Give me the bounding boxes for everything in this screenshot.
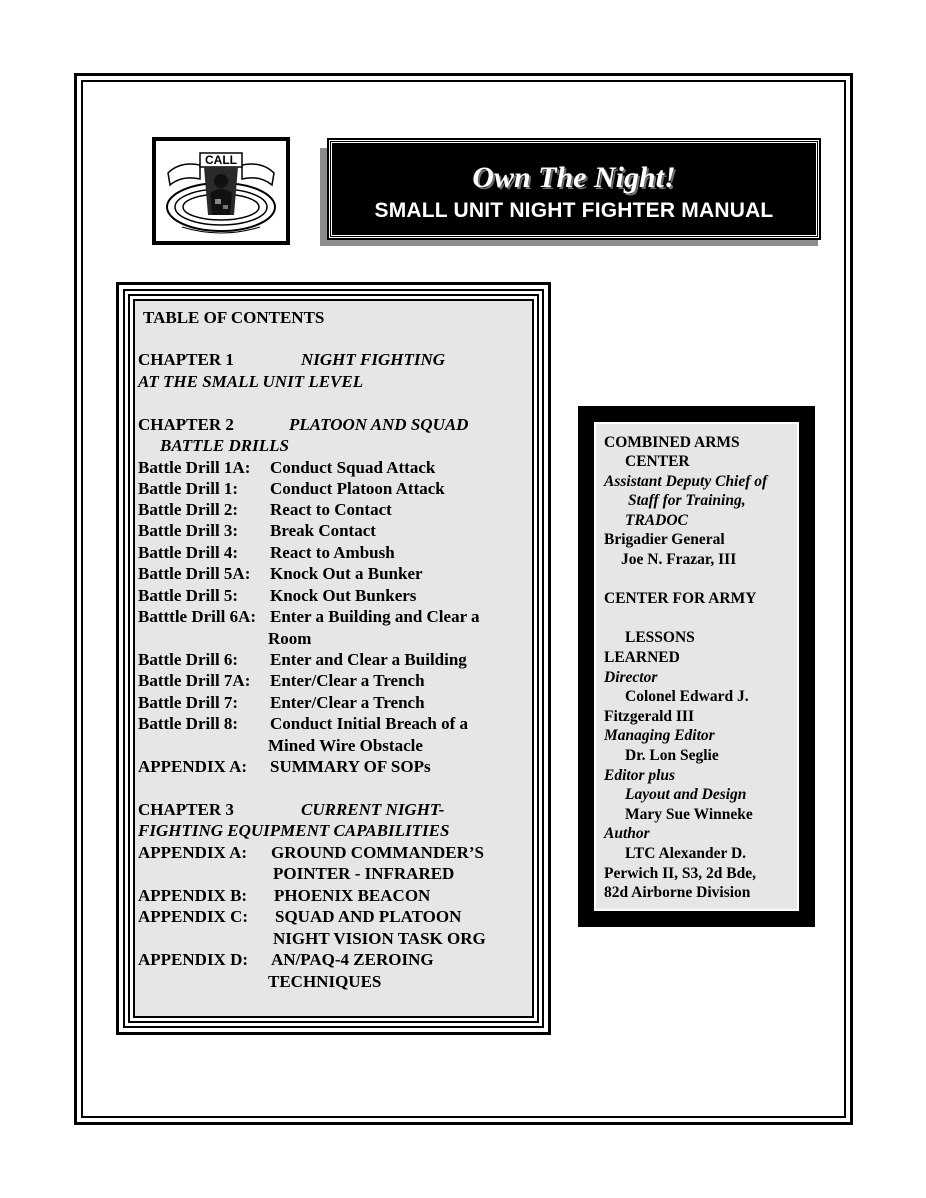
chapter-1-title-cont: AT THE SMALL UNIT LEVEL (138, 372, 364, 391)
appendix-title: AN/PAQ-4 ZEROING (271, 950, 434, 969)
credit-line: Director (604, 669, 658, 686)
title-banner (329, 140, 819, 238)
credit-line: Staff for Training, (628, 492, 746, 509)
credit-line: COMBINED ARMS (604, 434, 740, 451)
manual-title: Own The Night! (472, 161, 676, 194)
drill-label: Battle Drill 4: (138, 543, 239, 562)
chapter-3-label: CHAPTER 3 (138, 800, 234, 819)
drill-title: Conduct Squad Attack (270, 458, 436, 477)
drill-label: Battle Drill 8: (138, 714, 239, 733)
drill-title: Knock Out Bunkers (270, 586, 417, 605)
appendix-title-cont: NIGHT VISION TASK ORG (273, 929, 486, 948)
credit-line: TRADOC (625, 512, 688, 529)
drill-title: Enter/Clear a Trench (270, 693, 425, 712)
drill-title: Enter/Clear a Trench (270, 671, 425, 690)
credit-line: Joe N. Frazar, III (621, 551, 737, 568)
drill-label: Battle Drill 6: (138, 650, 239, 669)
drill-title-cont: Mined Wire Obstacle (268, 736, 423, 755)
drill-title: Enter a Building and Clear a (270, 607, 480, 626)
chapter-1-title: NIGHT FIGHTING (301, 350, 446, 369)
drill-label: Batttle Drill 6A: (138, 607, 257, 626)
credit-line: LESSONS (625, 629, 695, 646)
credit-line: Managing Editor (604, 727, 715, 744)
appendix-title-cont: POINTER - INFRARED (273, 864, 455, 883)
appendix-title-cont: TECHNIQUES (268, 972, 382, 991)
appendix-title: SQUAD AND PLATOON (275, 907, 462, 926)
credit-line: CENTER (625, 453, 690, 470)
call-emblem-icon (160, 143, 282, 241)
manual-subtitle: SMALL UNIT NIGHT FIGHTER MANUAL (374, 199, 774, 222)
drill-label: Battle Drill 5A: (138, 564, 251, 583)
drill-title-cont: Room (268, 629, 312, 648)
drill-label: Battle Drill 2: (138, 500, 239, 519)
credit-line: 82d Airborne Division (604, 884, 751, 901)
credit-line: CENTER FOR ARMY (604, 590, 757, 607)
credit-line: Author (604, 825, 650, 842)
credit-line: Editor plus (604, 767, 676, 784)
drill-label: Battle Drill 1: (138, 479, 239, 498)
credit-line: LEARNED (604, 649, 680, 666)
chapter-2-title: PLATOON AND SQUAD (289, 415, 469, 434)
chapter-2-label: CHAPTER 2 (138, 415, 234, 434)
drill-title: Conduct Initial Breach of a (270, 714, 469, 733)
chapter-3-title-cont: FIGHTING EQUIPMENT CAPABILITIES (138, 821, 450, 840)
credit-line: Colonel Edward J. (625, 688, 749, 705)
drill-title: Conduct Platoon Attack (270, 479, 445, 498)
drill-title: React to Ambush (270, 543, 395, 562)
chapter-3-title: CURRENT NIGHT- (301, 800, 445, 819)
drill-label: Battle Drill 7: (138, 693, 239, 712)
appendix-title: PHOENIX BEACON (274, 886, 431, 905)
logo-text: CALL (205, 153, 237, 167)
drill-label: Battle Drill 3: (138, 521, 239, 540)
drill-title: React to Contact (270, 500, 392, 519)
drill-title: Break Contact (270, 521, 376, 540)
drill-label: Battle Drill 1A: (138, 458, 251, 477)
appendix-title: GROUND COMMANDER’S (271, 843, 484, 862)
credit-line: Assistant Deputy Chief of (604, 473, 768, 490)
appendix-label: APPENDIX D: (138, 950, 249, 969)
chapter-1-label: CHAPTER 1 (138, 350, 234, 369)
toc-heading: TABLE OF CONTENTS (143, 308, 325, 327)
credit-line: Brigadier General (604, 531, 725, 548)
drill-label: Battle Drill 7A: (138, 671, 251, 690)
credit-line: Dr. Lon Seglie (625, 747, 719, 764)
call-logo (152, 137, 290, 245)
appendix-label: APPENDIX C: (138, 907, 249, 926)
appendix-label: APPENDIX B: (138, 886, 248, 905)
drill-label: Battle Drill 5: (138, 586, 239, 605)
appendix-label: APPENDIX A: (138, 843, 248, 862)
credit-line: Perwich II, S3, 2d Bde, (604, 865, 756, 882)
credit-line: LTC Alexander D. (625, 845, 747, 862)
drill-title: Enter and Clear a Building (270, 650, 467, 669)
credit-line: Fitzgerald III (604, 708, 694, 725)
drill-title: Knock Out a Bunker (270, 564, 423, 583)
chapter-2-title-cont: BATTLE DRILLS (160, 436, 289, 455)
appendix-title: SUMMARY OF SOPs (270, 757, 431, 776)
credit-line: Layout and Design (625, 786, 747, 803)
credit-line: Mary Sue Winneke (625, 806, 753, 823)
appendix-label: APPENDIX A: (138, 757, 248, 776)
